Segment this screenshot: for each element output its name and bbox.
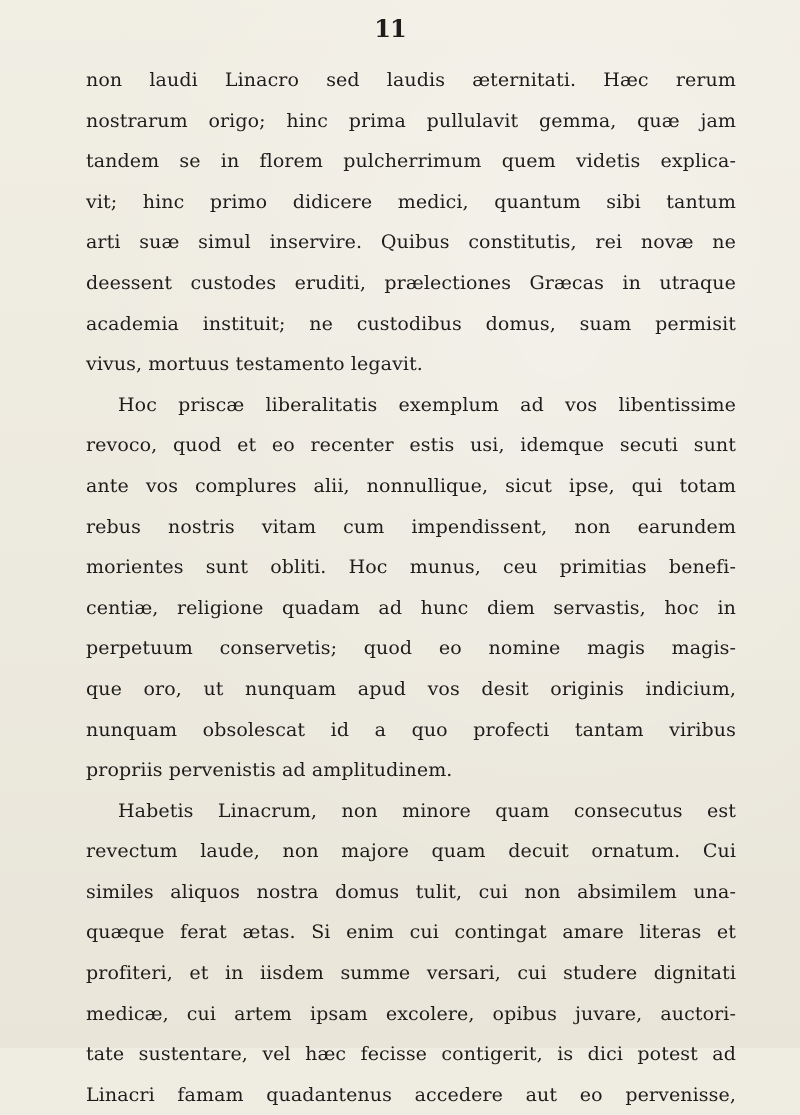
text-line: centiæ, religione quadam ad hunc diem servastis, hoc in (86, 596, 736, 619)
page-number: 11 (374, 14, 406, 43)
text-line: perpetuum conservetis; quod eo nomine magis magis- (86, 637, 736, 660)
text-line: Linacri famam quadantenus accedere aut eo pervenisse, (86, 1083, 736, 1106)
text-line: ante vos complures alii, nonnullique, sicut ipse, qui totam (86, 474, 736, 497)
text-line: similes aliquos nostra domus tulit, cui non absimilem una- (86, 880, 736, 903)
text-line: nostrarum origo; hinc prima pullulavit gemma, quæ jam (86, 109, 736, 132)
text-line: non laudi Linacro sed laudis æternitati. Hæc rerum (86, 69, 736, 91)
text-line: arti suæ simul inservire. Quibus constitutis, rei novæ ne (86, 231, 736, 254)
text-line: profiteri, et in iisdem summe versari, cui studere dignitati (86, 962, 736, 985)
text-line: quæque ferat ætas. Si enim cui contingat amare literas et (86, 921, 736, 944)
text-line: academia instituit; ne custodibus domus, suam permisit (86, 312, 736, 335)
text-line: vit; hinc primo didicere medici, quantum sibi tantum (86, 190, 736, 213)
text-line: morientes sunt obliti. Hoc munus, ceu primitias benefi- (86, 556, 736, 579)
text-line-paragraph-end: vivus, mortuus testamento legavit. (86, 353, 423, 376)
text-line-paragraph-end: propriis pervenistis ad amplitudinem. (86, 759, 453, 782)
text-line: medicæ, cui artem ipsam excolere, opibus juvare, auctori- (86, 1002, 736, 1025)
text-line: tandem se in florem pulcherrimum quem videtis explica- (86, 150, 736, 173)
text-line: tate sustentare, vel hæc fecisse contigerit, is dici potest ad (86, 1043, 736, 1066)
text-line: deessent custodes eruditi, prælectiones Græcas in utraque (86, 271, 736, 294)
body-text (86, 60, 736, 1115)
text-line-paragraph-start: Habetis Linacrum, non minore quam consecutus est (118, 799, 736, 822)
text-line: revoco, quod et eo recenter estis usi, idemque secuti sunt (86, 434, 736, 457)
text-line-paragraph-start: Hoc priscæ liberalitatis exemplum ad vos libentissime (118, 393, 736, 416)
text-line: revectum laude, non majore quam decuit ornatum. Cui (86, 840, 736, 863)
text-line: nunquam obsolescat id a quo profecti tantam viribus (86, 718, 736, 741)
text-line: que oro, ut nunquam apud vos desit originis indicium, (86, 677, 736, 700)
text-line: rebus nostris vitam cum impendissent, non earundem (86, 515, 736, 538)
